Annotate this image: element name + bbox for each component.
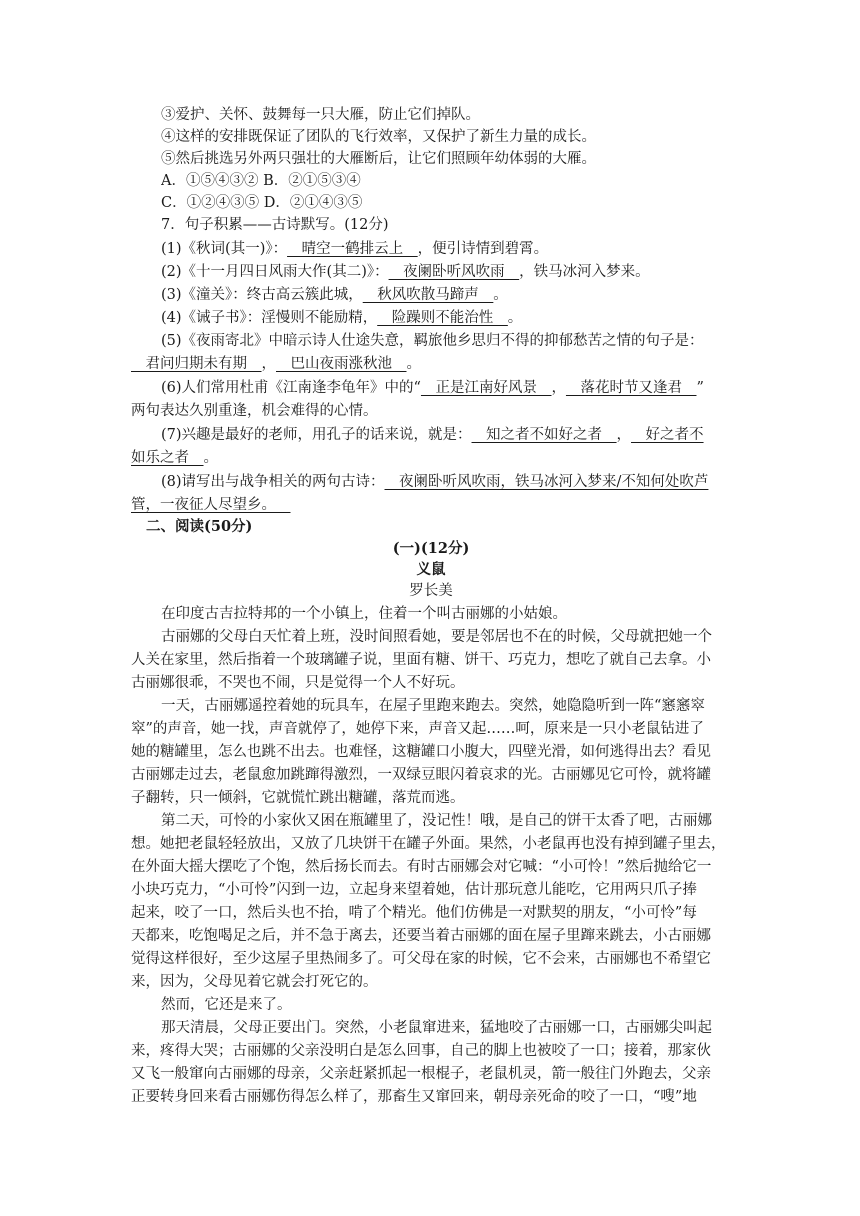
answer-blank: __君问归期未有期__ — [131, 356, 262, 372]
q7-item-6: (6)人们常用杜甫《江南逢李龟年》中的“__正是江南好风景__，__落花时节又逢君__” — [161, 380, 704, 396]
passage-line: 正要转身回来看古丽娜伤得怎么样了，那畜生又窜回来，朝母亲死命的咬了一口，“嗖”地 — [131, 1089, 697, 1105]
q7-item-4: (4)《诫子书》：淫慢则不能励精，__险躁则不能治性__。 — [161, 310, 523, 326]
q7-item-7-cont: 如乐之者__。 — [131, 450, 218, 466]
passage-line: 第二天，可怜的小家伙又困在瓶罐里了，没记性！哦，是自己的饼干太香了吧，古丽娜 — [161, 813, 712, 829]
passage-line: 在外面大摇大摆吃了个饱，然后扬长而去。有时古丽娜会对它喊：“小可怜！”然后抛给它一 — [131, 859, 712, 875]
q7-item-8-cont — [131, 494, 731, 516]
q7-item-3: (3)《潼关》：终古高云簇此城，__秋风吹散马蹄声__。 — [161, 287, 508, 303]
answer-blank: __知之者不如好之者__ — [471, 427, 617, 443]
q7-item-8: (8)请写出与战争相关的两句古诗：__夜阑卧听风吹雨，铁马冰河入梦来/不知何处吹芦 — [161, 474, 709, 490]
answer-blank: __晴空一鹤排云上__ — [287, 241, 418, 257]
answer-blank: 管，一夜征人尽望乡。__ — [131, 497, 291, 513]
answer-blank: __秋风吹散马蹄声__ — [362, 287, 494, 303]
answer-blank: __险躁则不能治性__ — [377, 310, 508, 326]
q7-item-5: (5)《夜雨寄北》中暗示诗人仕途失意，羁旅他乡思归不得的抑郁愁苦之情的句子是： — [161, 333, 704, 349]
q7-item-7: (7)兴趣是最好的老师，用孔子的话来说，就是：__知之者不如好之者__，__好之者不 — [161, 427, 704, 443]
passage-line: 子翻转，只一倾斜，它就慌忙跳出糖罐，落荒而逃。 — [131, 790, 465, 806]
q7-item-5-answers: __君问归期未有期__，__巴山夜雨涨秋池__。 — [131, 356, 421, 372]
q7-item-6-cont: 两句表达久别重逢，机会难得的心情。 — [131, 403, 378, 419]
passage-line: 在印度古吉拉特邦的一个小镇上，住着一个叫古丽娜的小姑娘。 — [161, 606, 567, 622]
option-line-3: ③爱护、关怀、鼓舞每一只大雁，防止它们掉队。 — [161, 107, 480, 123]
passage-line: 一天，古丽娜遥控着她的玩具车，在屋子里跑来跑去。突然，她隐隐听到一阵“窸窸窣 — [161, 698, 705, 714]
passage-line: 那天清晨，父母正要出门。突然，小老鼠窜进来，猛地咬了古丽娜一口，古丽娜尖叫起 — [161, 1020, 712, 1036]
passage-line: 又飞一般窜向古丽娜的母亲，父亲赶紧抓起一根棍子，老鼠机灵，箭一般往门外跑去，父亲 — [131, 1066, 711, 1082]
answer-blank: __夜阑卧听风吹雨，铁马冰河入梦来/不知何处吹芦 — [384, 474, 709, 490]
answer-blank: __正是江南好风景__ — [420, 380, 552, 396]
section-reading-heading: 二、阅读(50分) — [146, 518, 253, 535]
passage-line: 来，因为，父母见着它就会打死它的。 — [131, 974, 378, 990]
answer-blank: __夜阑卧听风吹雨__ — [388, 264, 520, 280]
passage-line: 古丽娜走过去，老鼠愈加跳蹿得激烈，一双绿豆眼闪着哀求的光。古丽娜见它可怜，就将罐 — [131, 767, 711, 783]
passage-line: 想。她把老鼠轻轻放出，又放了几块饼干在罐子外面。果然，小老鼠再也没有掉到罐子里去， — [131, 836, 726, 852]
passage-line: 窣”的声音，她一找，声音就停了，她停下来，声音又起……呵，原来是一只小老鼠钻进了 — [131, 721, 704, 737]
passage-number: (一)(12分) — [392, 540, 470, 557]
choice-ab: A．①⑤④③② B．②①⑤③④ — [161, 173, 361, 189]
answer-blank: __巴山夜雨涨秋池__ — [276, 356, 407, 372]
passage-title: 义鼠 — [416, 561, 446, 578]
answer-blank: __落花时节又逢君__ — [565, 380, 697, 396]
passage-line: 觉得这样很好，至少这屋子里热闹多了。可父母在家的时候，它不会来，古丽娜也不希望它 — [131, 951, 711, 967]
q7-item-1: (1)《秋词(其一)》：__晴空一鹤排云上__，便引诗情到碧霄。 — [161, 241, 549, 257]
passage-line: 她的糖罐里，怎么也跳不出去。也难怪，这糖罐口小腹大，四壁光滑，如何逃得出去？看见 — [131, 744, 711, 760]
passage-line: 古丽娜很乖，不哭也不闹，只是觉得一个人不好玩。 — [131, 675, 465, 691]
answer-blank: 如乐之者__ — [131, 450, 204, 466]
question-7-heading: 7．句子积累——古诗默写。(12分) — [161, 217, 389, 233]
passage-line: 天都来，吃饱喝足之后，并不急于离去，还要当着古丽娜的面在屋子里蹿来跳去，小古丽娜 — [131, 928, 711, 944]
option-line-5: ⑤然后挑选另外两只强壮的大雁断后，让它们照顾年幼体弱的大雁。 — [161, 151, 596, 167]
option-line-4: ④这样的安排既保证了团队的飞行效率，又保护了新生力量的成长。 — [161, 129, 596, 145]
passage-line: 人关在家里，然后指着一个玻璃罐子说，里面有糖、饼干、巧克力，想吃了就自己去拿。小 — [131, 652, 711, 668]
passage-line: 来，疼得大哭；古丽娜的父亲没明白是怎么回事，自己的脚上也被咬了一口；接着，那家伙 — [131, 1043, 711, 1059]
passage-line: 古丽娜的父母白天忙着上班，没时间照看她，要是邻居也不在的时候，父母就把她一个 — [161, 629, 712, 645]
passage-line: 小块巧克力，“小可怜”闪到一边，立起身来望着她，估计那玩意儿能吃，它用两只爪子捧 — [131, 882, 697, 898]
choice-cd: C．①②④③⑤ D．②①④③⑤ — [161, 195, 363, 211]
q7-item-2: (2)《十一月四日风雨大作(其二)》：__夜阑卧听风吹雨__，铁马冰河入梦来。 — [161, 264, 650, 280]
passage-line: 起来，咬了一口，然后头也不抬，啃了个精光。他们仿佛是一对默契的朋友，“小可怜”每 — [131, 905, 697, 921]
passage-line: 然而，它还是来了。 — [161, 997, 292, 1013]
answer-blank: __好之者不 — [631, 427, 704, 443]
passage-author: 罗长美 — [409, 583, 453, 599]
